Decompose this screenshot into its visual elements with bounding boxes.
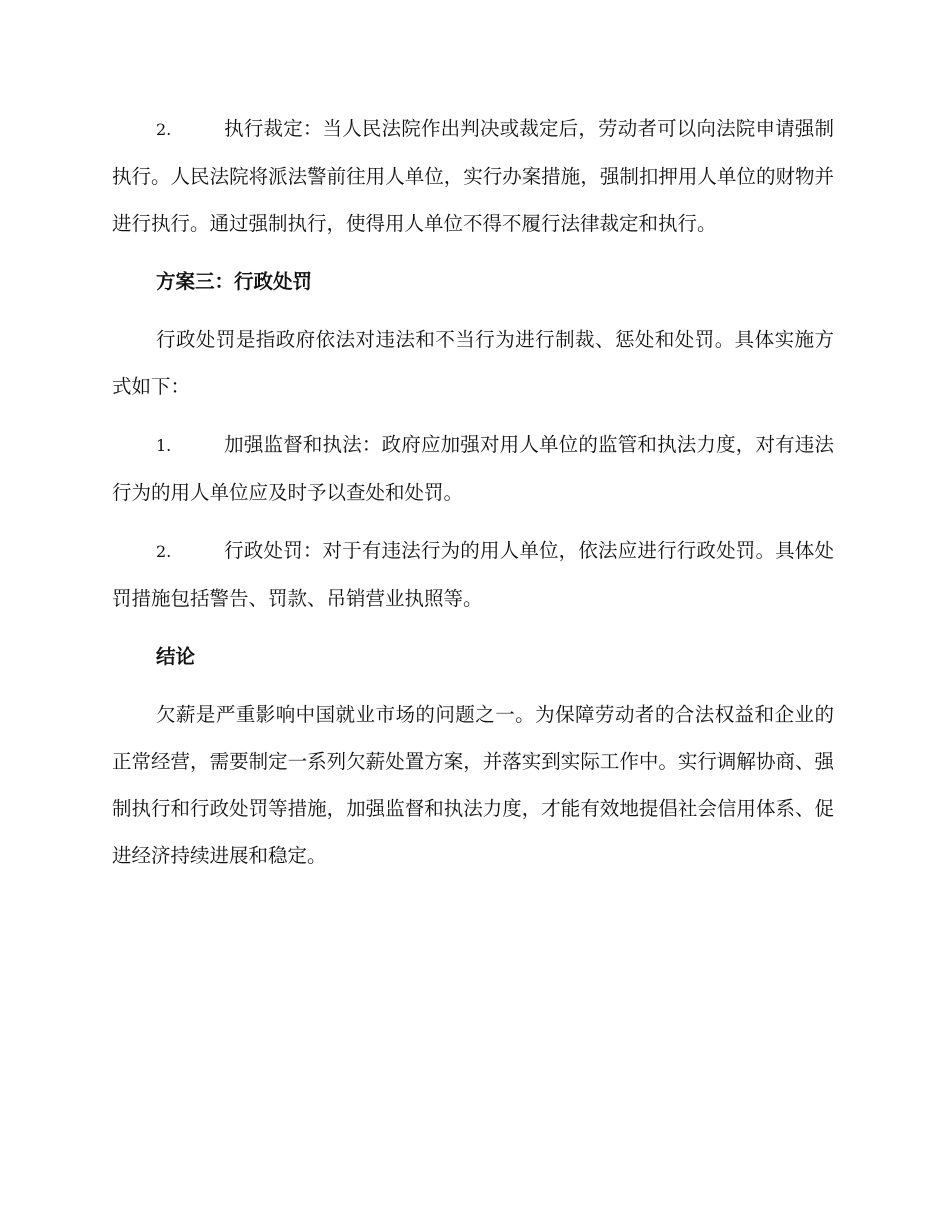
list-number: 2. bbox=[156, 542, 172, 561]
document-page bbox=[112, 105, 834, 879]
list-item-execution-ruling bbox=[112, 105, 834, 247]
section-heading-conclusion: 结论 bbox=[156, 645, 196, 668]
list-item-text: 加强监督和执法：政府应加强对用人单位的监管和执法力度，对有违法行为的用人单位应及时予以查处和处罚。 bbox=[112, 433, 834, 504]
list-item-administrative-penalty bbox=[112, 527, 834, 622]
list-number: 2. bbox=[156, 120, 172, 139]
plan-three-intro-paragraph: 行政处罚是指政府依法对违法和不当行为进行制裁、惩处和处罚。具体实施方式如下： bbox=[112, 328, 834, 398]
list-item-text: 行政处罚：对于有违法行为的用人单位，依法应进行行政处罚。具体处罚措施包括警告、罚款、吊销营业执照等。 bbox=[112, 539, 834, 610]
list-item-text: 执行裁定：当人民法院作出判决或裁定后，劳动者可以向法院申请强制执行。人民法院将派法警前往用人单位，实行办案措施，强制扣押用人单位的财物并进行执行。通过强制执行，使得用人单位不得不履行法律裁定和执行。 bbox=[112, 117, 834, 235]
list-item-supervision bbox=[112, 421, 834, 516]
list-number: 1. bbox=[156, 436, 172, 455]
conclusion-paragraph: 欠薪是严重影响中国就业市场的问题之一。为保障劳动者的合法权益和企业的正常经营，需要制定一系列欠薪处置方案，并落实到实际工作中。实行调解协商、强制执行和行政处罚等措施，加强监督和执法力度，才能有效地提倡社会信用体系、促进经济持续进展和稳定。 bbox=[112, 703, 834, 867]
section-heading-plan-three: 方案三：行政处罚 bbox=[156, 270, 313, 293]
